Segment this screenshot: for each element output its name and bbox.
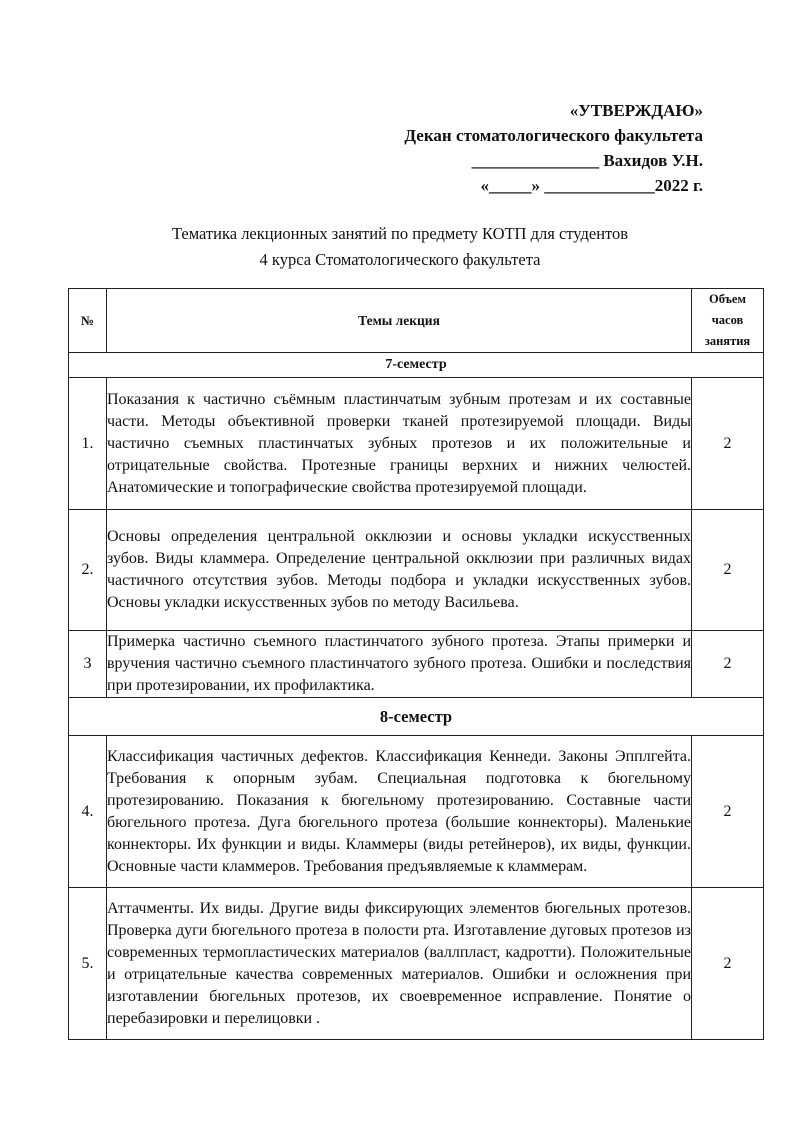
semester-row	[69, 698, 764, 736]
table-row	[69, 378, 764, 510]
header-number: №	[69, 289, 107, 353]
row-number: 3	[69, 631, 107, 698]
document-title	[0, 221, 800, 273]
semester-row	[69, 353, 764, 378]
header-hours-line-1: Объем	[708, 292, 746, 306]
row-hours: 2	[692, 510, 764, 631]
header-topic: Темы лекция	[107, 289, 692, 353]
approval-position: Декан стоматологического факультета	[404, 126, 703, 145]
approval-block	[283, 98, 703, 198]
approval-date-line: «_____» _____________2022 г.	[480, 176, 703, 195]
row-hours: 2	[692, 378, 764, 510]
row-hours: 2	[692, 631, 764, 698]
approval-heading: «УТВЕРЖДАЮ»	[569, 101, 703, 120]
lecture-topics-table	[68, 288, 764, 1040]
approval-signature-line: _______________ Вахидов У.Н.	[471, 151, 703, 170]
row-number: 1.	[69, 378, 107, 510]
table-row	[69, 736, 764, 888]
table-header-row	[69, 289, 764, 353]
row-topic: Примерка частично съемного пластинчатого зубного протеза. Этапы примерки и вручения частично съемного пластинчатого зубного протеза. Ошибки и последствия при протезировании, их профилактика.	[107, 631, 692, 698]
row-hours: 2	[692, 888, 764, 1040]
table-row	[69, 888, 764, 1040]
semester-label: 7-семестр	[69, 353, 764, 378]
row-topic: Показания к частично съёмным пластинчатым зубным протезам и их составные части. Методы объективной проверки тканей протезируемой площади. Виды частично съемных пластинчатых зубных протезов и их положительные и отрицательные свойства. Протезные границы верхних и нижних челюстей. Анатомические и топографические свойства протезируемой площади.	[107, 378, 692, 510]
row-number: 5.	[69, 888, 107, 1040]
row-topic: Аттачменты. Их виды. Другие виды фиксирующих элементов бюгельных протезов. Проверка дуги бюгельного протеза в полости рта. Изготавление дуговых протезов из современных термопластических материалов (валлпласт, кадротти). Положительные и отрицательные качества современных материалов. Ошибки и осложнения при изготавлении бюгельных протезов, их своевременное исправление. Понятие о перебазировки и перелицовки .	[107, 888, 692, 1040]
row-topic: Классификация частичных дефектов. Классификация Кеннеди. Законы Эпплгейта. Требования к опорным зубам. Специальная подготовка к бюгельному протезированию. Показания к бюгельному протезированию. Составные части бюгельного протеза. Дуга бюгельного протеза (большие коннекторы). Маленькие коннекторы. Их функции и виды. Кламмеры (виды ретейнеров), их виды, функции. Основные части кламмеров. Требования предъявляемые к кламмерам.	[107, 736, 692, 888]
row-number: 2.	[69, 510, 107, 631]
table-row	[69, 510, 764, 631]
title-line-1: Тематика лекционных занятий по предмету КОТП для студентов	[171, 224, 629, 243]
table-row	[69, 631, 764, 698]
header-hours	[692, 289, 764, 353]
title-line-2: 4 курса Стоматологического факультета	[259, 250, 541, 269]
semester-label: 8-семестр	[69, 698, 764, 736]
row-number: 4.	[69, 736, 107, 888]
header-hours-line-2: часов	[711, 313, 744, 327]
row-hours: 2	[692, 736, 764, 888]
row-topic: Основы определения центральной окклюзии и основы укладки искусственных зубов. Виды кламмера. Определение центральной окклюзии при различных видах частичного отсутствия зубов. Методы подбора и укладки искусственных зубов. Основы укладки искусственных зубов по методу Васильева.	[107, 510, 692, 631]
header-hours-line-3: занятия	[704, 334, 751, 348]
